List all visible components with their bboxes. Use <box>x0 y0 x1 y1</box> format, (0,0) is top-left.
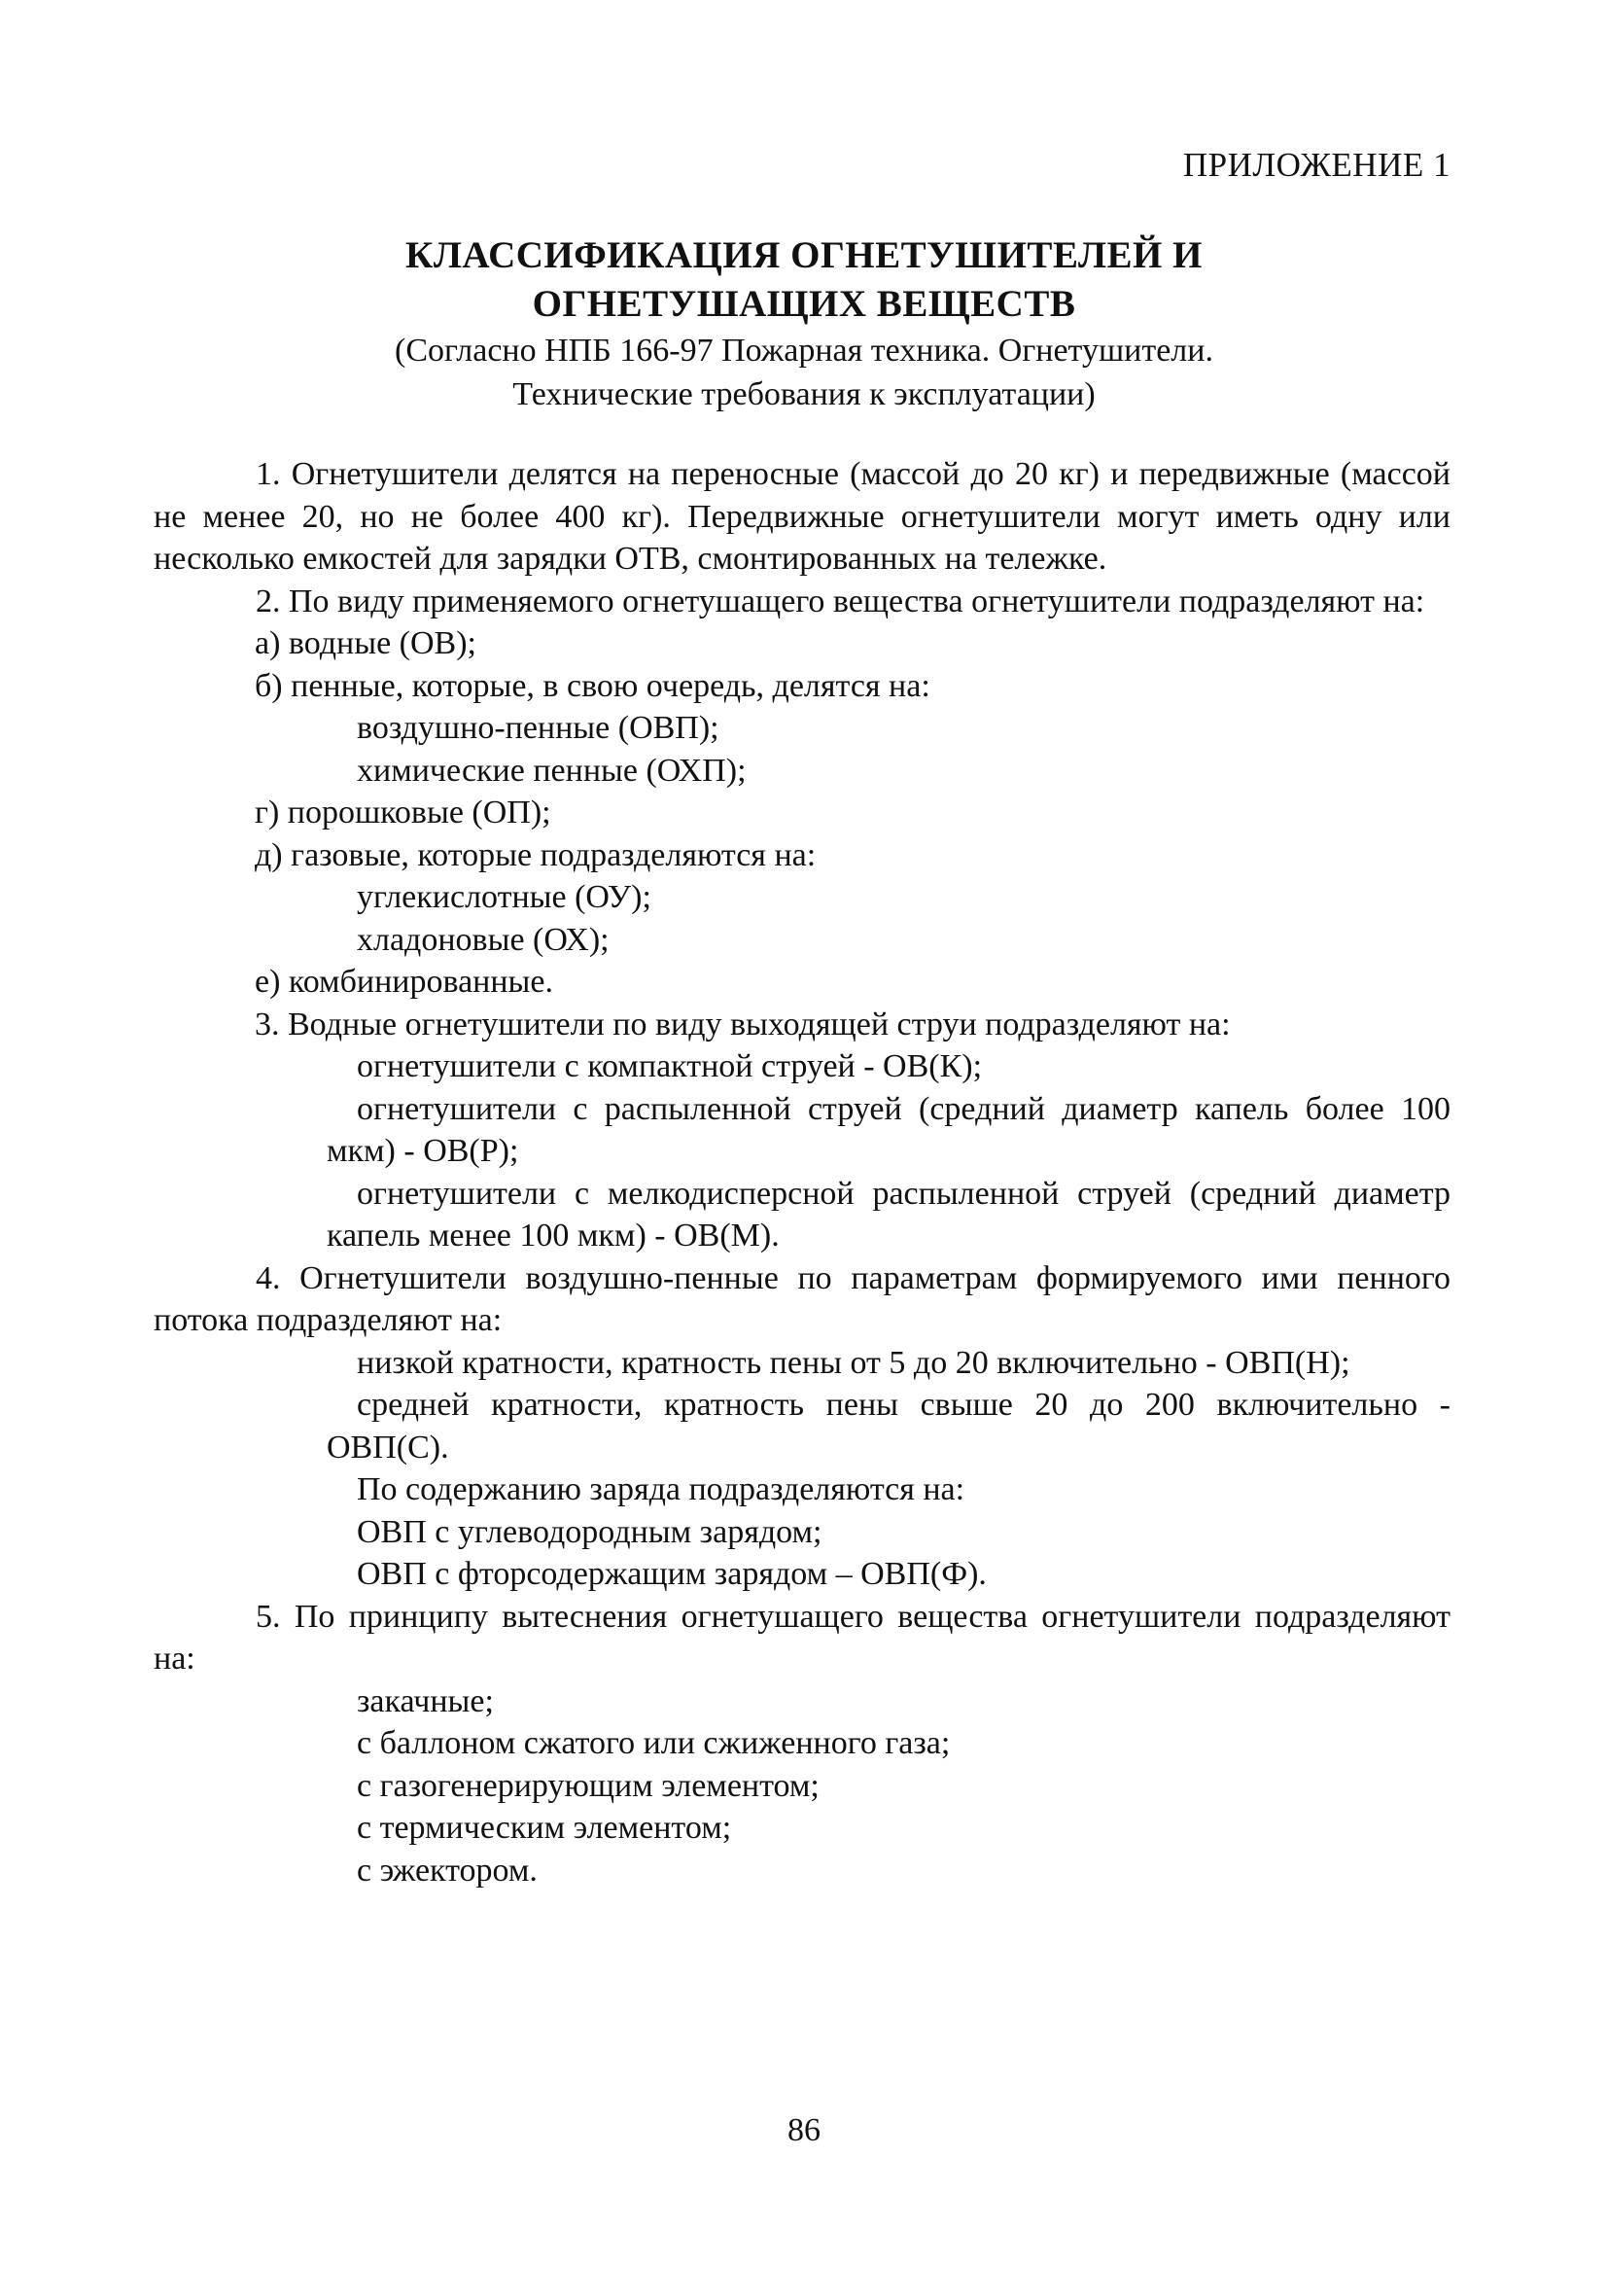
list-subitem-5-4: с термическим элементом; <box>357 1810 732 1846</box>
list-subitem-b1: воздушно-пенные (ОВП); <box>357 710 719 746</box>
title-block <box>0 231 1608 416</box>
list-subitem-3-2: огнетушители с распыленной струей (средний диаметр капель более 100 мкм) - ОВ(Р); <box>327 1090 1451 1169</box>
list-item-a: а) водные (ОВ); <box>255 625 477 661</box>
paragraph-1: 1. Огнетушители делятся на переносные (массой до 20 кг) и передвижные (массой не менее 20, но не более 400 кг). Передвижные огнетушители могут иметь одну или несколько емкостей для зарядки ОТВ, смонтированных на тележке. <box>154 456 1451 577</box>
list-item-g: г) порошковые (ОП); <box>255 795 551 830</box>
document-body <box>154 453 1451 1891</box>
list-subitem-5-1: закачные; <box>357 1682 494 1719</box>
subtitle-line-2: Технические требования к эксплуатации) <box>512 376 1096 412</box>
appendix-label: ПРИЛОЖЕНИЕ 1 <box>1182 146 1451 184</box>
list-subitem-d1: углекислотные (ОУ); <box>357 879 651 915</box>
paragraph-4: 4. Огнетушители воздушно-пенные по параметрам формируемого ими пенного потока подразделяют на: <box>154 1259 1451 1338</box>
list-subitem-3-1: огнетушители с компактной струей - ОВ(К); <box>357 1048 983 1084</box>
list-subitem-4-3: По содержанию заряда подразделяются на: <box>357 1471 965 1507</box>
list-subitem-4-1: низкой кратности, кратность пены от 5 до 20 включительно - ОВП(Н); <box>357 1344 1350 1381</box>
page-number: 86 <box>787 2112 821 2148</box>
list-subitem-4-2: средней кратности, кратность пены свыше 20 до 200 включительно - ОВП(С). <box>327 1387 1451 1466</box>
list-subitem-3-3: огнетушители с мелкодисперсной распыленной струей (средний диаметр капель менее 100 мкм) - ОВ(М). <box>327 1175 1451 1254</box>
paragraph-3: 3. Водные огнетушители по виду выходящей струи подразделяют на: <box>255 1006 1231 1042</box>
list-subitem-d2: хладоновые (ОХ); <box>357 921 610 958</box>
list-subitem-b2: химические пенные (ОХП); <box>357 752 747 789</box>
paragraph-5: 5. По принципу вытеснения огнетушащего вещества огнетушители подразделяют на: <box>154 1598 1451 1677</box>
list-subitem-4-4: ОВП с углеводородным зарядом; <box>357 1513 822 1550</box>
list-subitem-5-3: с газогенерирующим элементом; <box>357 1767 820 1804</box>
list-item-d: д) газовые, которые подразделяются на: <box>255 836 817 873</box>
list-item-e: е) комбинированные. <box>255 964 553 1000</box>
paragraph-2: 2. По виду применяемого огнетушащего вещества огнетушители подразделяют на: <box>256 583 1425 619</box>
list-subitem-4-5: ОВП с фторсодержащим зарядом – ОВП(Ф). <box>357 1556 987 1592</box>
title-line-2: ОГНЕТУШАЩИХ ВЕЩЕСТВ <box>532 283 1076 325</box>
list-subitem-5-2: с баллоном сжатого или сжиженного газа; <box>357 1725 951 1761</box>
title-line-1: КЛАССИФИКАЦИЯ ОГНЕТУШИТЕЛЕЙ И <box>405 234 1203 276</box>
subtitle-line-1: (Согласно НПБ 166-97 Пожарная техника. Огнетушители. <box>395 333 1213 369</box>
list-subitem-5-5: с эжектором. <box>357 1852 538 1889</box>
list-item-b: б) пенные, которые, в свою очередь, делятся на: <box>255 667 930 704</box>
